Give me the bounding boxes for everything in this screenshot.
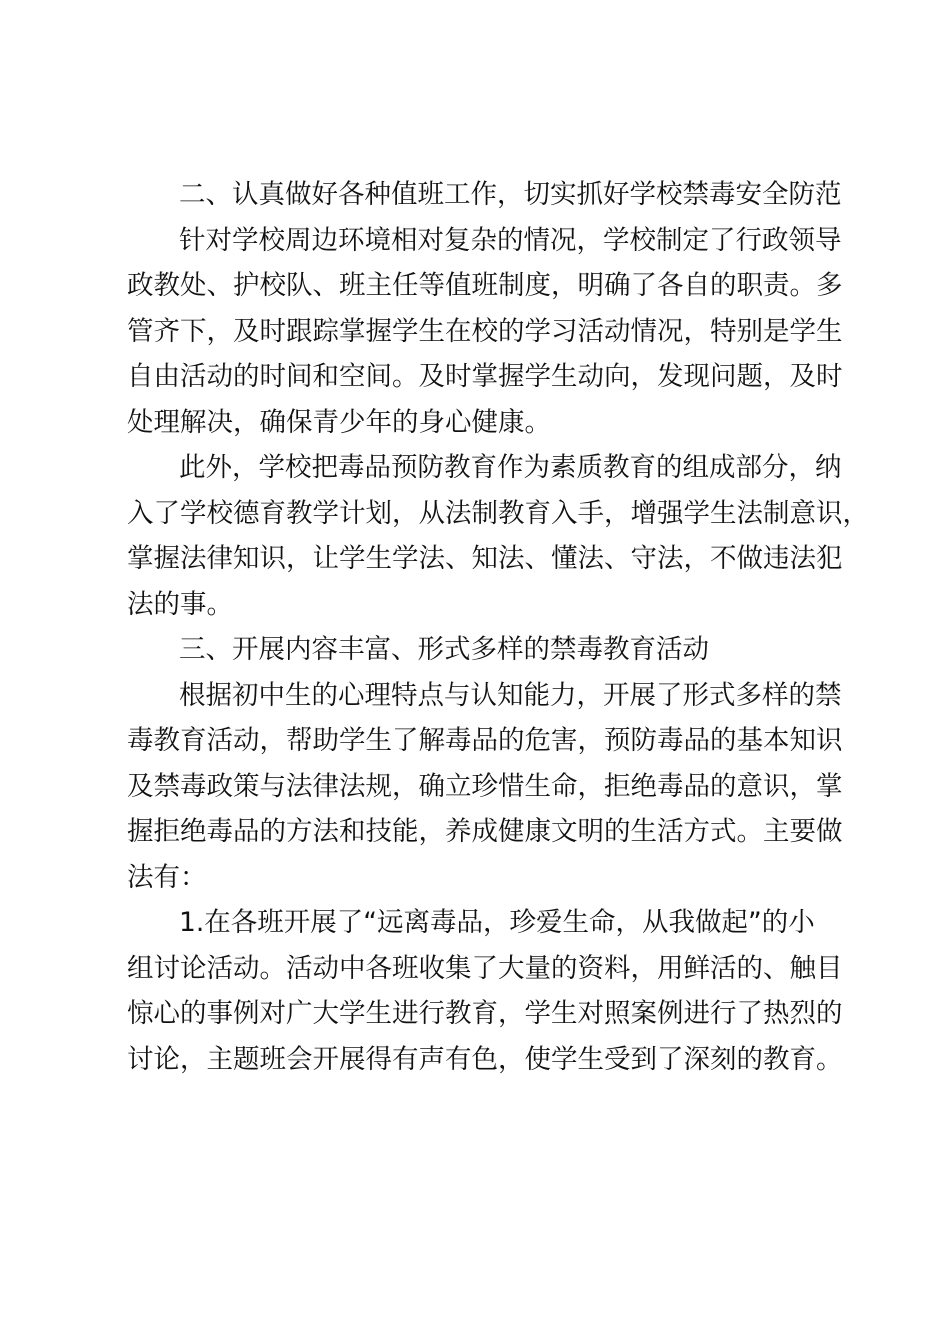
paragraph-legal-education — [127, 445, 869, 627]
paragraph-line: 掌握法律知识，让学生学法、知法、懂法、守法，不做违法犯 — [127, 543, 843, 574]
paragraph-line: 此外，学校把毒品预防教育作为素质教育的组成部分，纳 — [179, 452, 842, 483]
paragraph-duty-system — [127, 218, 843, 446]
paragraph-line: 握拒绝毒品的方法和技能，养成健康文明的生活方式。主要做 — [127, 816, 843, 847]
paragraph-line: 组讨论活动。活动中各班收集了大量的资料，用鲜活的、触目 — [127, 952, 843, 984]
paragraph-line: 入了学校德育教学计划，从法制教育入手，增强学生法制意识， — [127, 497, 869, 529]
paragraph-line: 及禁毒政策与法律法规，确立珍惜生命，拒绝毒品的意识，掌 — [127, 770, 843, 802]
list-item-discussion — [127, 900, 843, 1082]
paragraph-line: 惊心的事例对广大学生进行教育，学生对照案例进行了热烈的 — [127, 998, 843, 1029]
paragraph-activities-intro — [127, 673, 843, 901]
paragraph-line: 政教处、护校队、班主任等值班制度，明确了各自的职责。多 — [127, 270, 843, 301]
paragraph-line: 自由活动的时间和空间。及时掌握学生动向，发现问题，及时 — [127, 361, 843, 392]
paragraph-line: 管齐下，及时跟踪掌握学生在校的学习活动情况，特别是学生 — [127, 315, 843, 347]
paragraph-line: 法有： — [127, 861, 207, 893]
paragraph-line: 处理解决，确保青少年的身心健康。 — [127, 406, 551, 438]
document-body — [127, 172, 869, 1082]
section-heading-duty: 二、认真做好各种值班工作，切实抓好学校禁毒安全防范 — [179, 179, 842, 210]
paragraph-line: 毒教育活动，帮助学生了解毒品的危害，预防毒品的基本知识 — [127, 725, 843, 756]
paragraph-line: 1.在各班开展了“远离毒品，珍爱生命，从我做起”的小 — [179, 907, 815, 938]
paragraph-line: 讨论，主题班会开展得有声有色，使学生受到了深刻的教育。 — [127, 1043, 843, 1075]
paragraph-line: 针对学校周边环境相对复杂的情况，学校制定了行政领导 — [179, 224, 842, 256]
paragraph-line: 根据初中生的心理特点与认知能力，开展了形式多样的禁 — [179, 679, 842, 711]
paragraph-line: 法的事。 — [127, 588, 233, 620]
section-heading-activities: 三、开展内容丰富、形式多样的禁毒教育活动 — [179, 634, 709, 665]
